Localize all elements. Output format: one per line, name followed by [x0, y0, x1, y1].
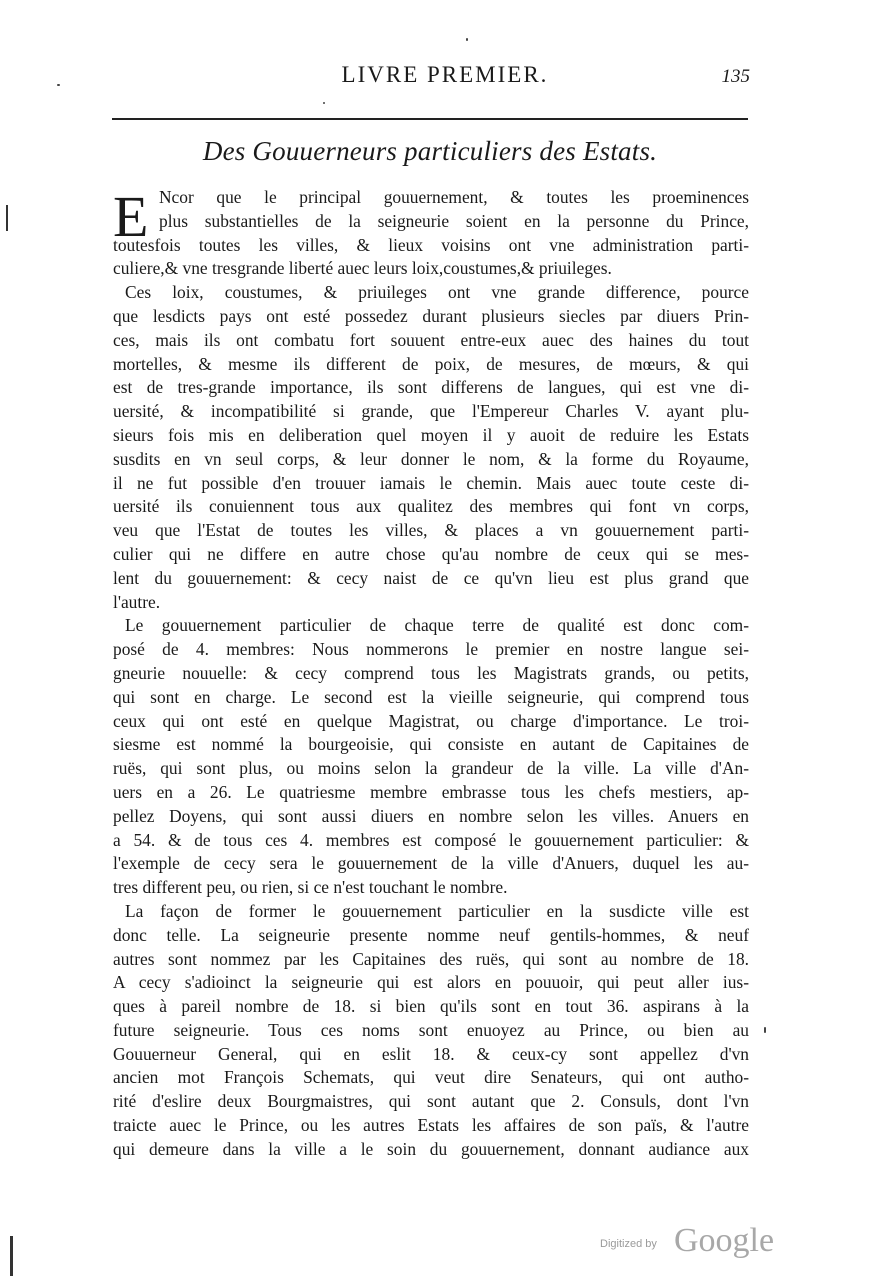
text-line: plus substantielles de la seigneurie soient en la personne du Prince, — [159, 210, 749, 231]
google-logo: Google — [674, 1222, 775, 1259]
text-line: toutesfois toutes les villes, & lieux voisins ont vne administration parti- — [113, 234, 749, 255]
header-rule — [112, 118, 748, 120]
text-line: Le gouuernement particulier de chaque terre de qualité est donc com- — [125, 615, 749, 636]
page-header — [110, 60, 750, 96]
drop-cap: E — [113, 184, 149, 249]
text-line: est de tres-grande importance, ils sont differens de langues, qui est vne di- — [113, 377, 749, 398]
text-line: rité d'eslire deux Bourgmaistres, qui sont autant que 2. Consuls, dont l'vn — [113, 1091, 749, 1112]
text-line: sieurs fois mis en deliberation quel moyen il y auoit de reduire les Estats — [113, 424, 749, 445]
left-edge-mark — [10, 1236, 13, 1276]
text-line: veu que l'Estat de toutes les villes, & places a vn gouuernement parti- — [113, 520, 749, 541]
text-line: uersité ils conuiennent tous aux qualitez des membres qui font vn corps, — [113, 496, 749, 517]
text-line: Ces loix, coustumes, & priuileges ont vne grande difference, pource — [125, 282, 749, 303]
body-text — [113, 186, 749, 1162]
text-line: posé de 4. membres: Nous nommerons le premier en nostre langue sei- — [113, 639, 749, 660]
page-number: 135 — [721, 66, 750, 87]
text-line: ques à pareil nombre de 18. si bien qu'ils sont en tout 36. aspirans à la — [113, 996, 749, 1017]
text-line: autres sont nommez par les Capitaines des ruës, qui sont au nombre de 18. — [113, 948, 749, 969]
text-line: culier qui ne differe en autre chose qu'au nombre de ceux qui se mes- — [113, 543, 749, 564]
speck — [466, 38, 468, 41]
text-line: Gouuerneur General, qui en eslit 18. & ceux-cy sont appellez d'vn — [113, 1043, 749, 1064]
text-line: susdits en vn seul corps, & leur donner le nom, & la forme du Royaume, — [113, 448, 749, 469]
running-head: LIVRE PREMIER. — [341, 62, 549, 87]
text-line: ancien mot François Schemats, qui veut dire Senateurs, qui ont autho- — [113, 1067, 749, 1088]
text-line: siesme est nommé la bourgeoisie, qui consiste en autant de Capitaines de — [113, 734, 749, 755]
digitized-label: Digitized by — [600, 1238, 657, 1250]
speck — [764, 1027, 766, 1033]
text-line: donc telle. La seigneurie presente nomme neuf gentils-hommes, & neuf — [113, 924, 749, 945]
text-line: La façon de former le gouuernement particulier en la susdicte ville est — [125, 900, 749, 921]
text-line: que lesdicts pays ont esté possedez durant plusieurs siecles par diuers Prin- — [113, 305, 749, 326]
text-line: qui demeure dans la ville a le soin du gouuernement, donnant audiance aux — [113, 1138, 749, 1159]
text-line: ceux qui ont esté en quelque Magistrat, ou charge d'importance. Le troi- — [113, 710, 749, 731]
speck — [57, 84, 60, 86]
section-title: Des Gouuerneurs particuliers des Estats. — [202, 136, 658, 166]
text-line: l'exemple de cecy sera le gouuernement de la ville d'Anuers, duquel les au- — [113, 853, 749, 874]
text-line: future seigneurie. Tous ces noms sont enuoyez au Prince, ou bien au — [113, 1019, 749, 1040]
text-line: ruës, qui sont plus, ou moins selon la grandeur de la ville. La ville d'An- — [113, 758, 749, 779]
text-line: uersité, & incompatibilité si grande, que l'Empereur Charles V. ayant plu- — [113, 401, 749, 422]
text-line: mortelles, & mesme ils different de poix, de mesures, de mœurs, & qui — [113, 353, 749, 374]
text-line: gneurie nouuelle: & cecy comprend tous les Magistrats grands, ou petits, — [113, 662, 749, 683]
text-line: qui sont en charge. Le second est la vieille seigneurie, qui comprend tous — [113, 686, 749, 707]
left-margin-mark — [6, 205, 8, 231]
text-line: Ncor que le principal gouuernement, & toutes les proeminences — [159, 187, 749, 207]
text-line: traicte auec le Prince, ou les autres Estats les affaires de son païs, & l'autre — [113, 1115, 749, 1136]
text-line: a 54. & de tous ces 4. membres est composé le gouuernement particulier: & — [113, 829, 749, 850]
speck — [323, 102, 325, 104]
text-line: il ne fut possible d'en trouuer iamais le chemin. Mais auec toute ceste di- — [113, 472, 749, 493]
text-line: tres different peu, ou rien, si ce n'est touchant le nombre. — [113, 877, 508, 898]
text-line: A cecy s'adioinct la seigneurie qui est alors en pouuoir, qui peut aller ius- — [113, 972, 749, 993]
text-line: uers en a 26. Le quatriesme membre embrasse tous les chefs mestiers, ap- — [113, 781, 749, 802]
digitization-watermark — [600, 1222, 800, 1262]
text-line: pellez Doyens, qui sont aussi diuers en nombre selon les villes. Anuers en — [113, 805, 749, 826]
text-line: l'autre. — [113, 591, 161, 612]
text-line: ces, mais ils ont combatu fort souuent entre-eux auec des haines du tout — [113, 329, 749, 350]
text-line: lent du gouuernement: & cecy naist de ce qu'vn lieu est plus grand que — [113, 567, 749, 588]
text-line: culiere,& vne tresgrande liberté auec leurs loix,coustumes,& priuileges. — [113, 258, 612, 279]
